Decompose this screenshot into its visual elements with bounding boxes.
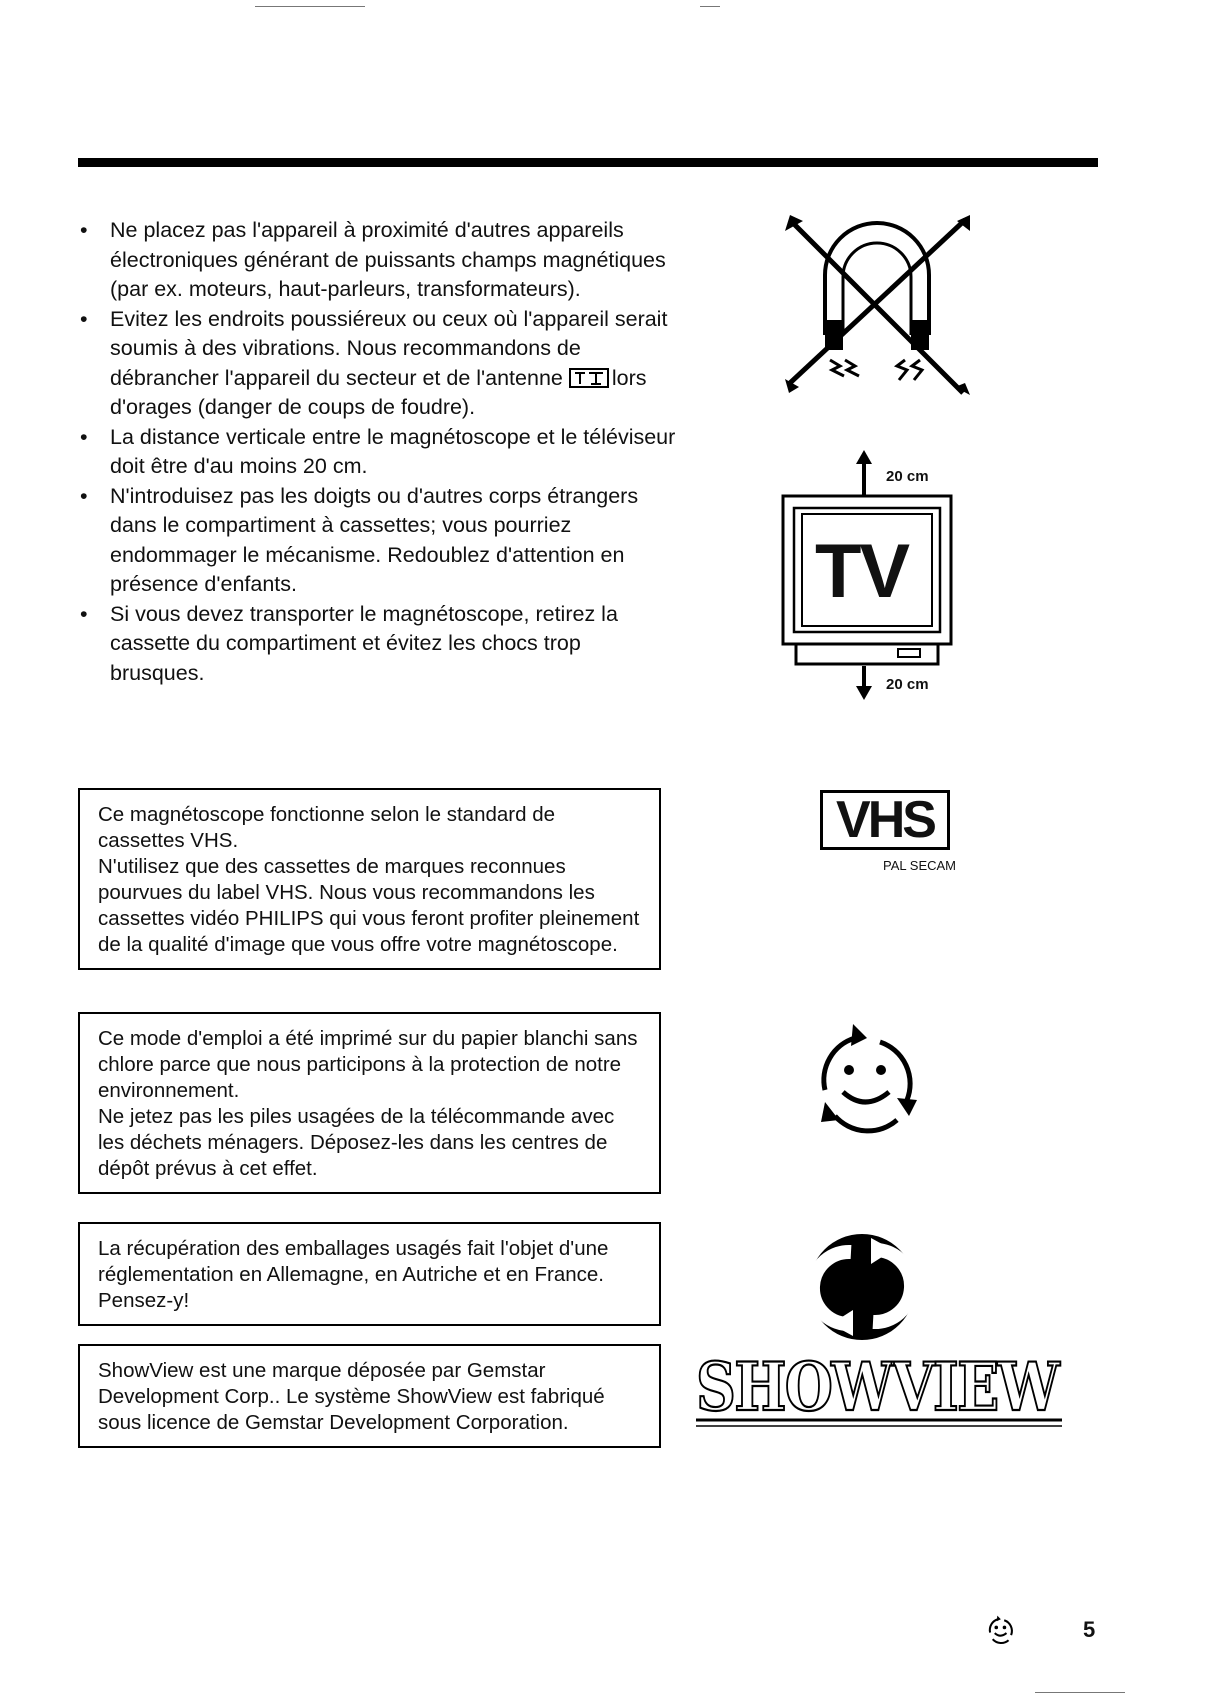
scan-artifact-line (1035, 1692, 1125, 1693)
packaging-info-box (78, 1222, 661, 1326)
box-paragraph: Ne jetez pas les piles usagées de la télécommande avec les déchets ménagers. Déposez-les dans les centres de dépôt prévus à cet effet. (98, 1105, 615, 1180)
box-paragraph: Ce mode d'emploi a été imprimé sur du papier blanchi sans chlore parce que nous participons à la protection de notre environnement. (98, 1027, 638, 1102)
bullet-item: • Evitez les endroits poussiéreux ou ceux où l'appareil serait soumis à des vibrations. Nous recommandons de débrancher l'appareil du secteur et de l'antenne lors d'orages (danger de coups de foudre). (78, 305, 678, 423)
page-number: 5 (1083, 1617, 1096, 1642)
environment-info-box (78, 1012, 661, 1194)
eco-smiley-icon (805, 1020, 930, 1140)
antenna-socket-icon (569, 368, 609, 388)
distance-top-label: 20 cm (886, 468, 929, 485)
bullet-item: • Si vous devez transporter le magnétoscope, retirez la cassette du compartiment et évitez les chocs trop brusques. (78, 600, 678, 689)
showview-logo-text: SHOWVIEW (696, 1348, 1061, 1426)
showview-logo (690, 1340, 1065, 1435)
packaging-recycle-icon (805, 1232, 920, 1342)
scan-artifact-line (255, 6, 365, 7)
showview-info-box (78, 1344, 661, 1448)
vhs-info-box (78, 788, 661, 970)
bullet-item: • N'introduisez pas les doigts ou d'autres corps étrangers dans le compartiment à cassettes; vous pourriez endommager le mécanisme. Redoublez d'attention en présence d'enfants. (78, 482, 678, 600)
vhs-logo: VHS (820, 790, 950, 850)
footer-smiley-icon (985, 1614, 1017, 1646)
top-rule (78, 158, 1098, 167)
bullet-item: • La distance verticale entre le magnétoscope et le téléviseur doit être d'au moins 20 cm. (78, 423, 678, 482)
box-paragraph: ShowView est une marque déposée par Gemstar Development Corp.. Le système ShowView est fabriqué sous licence de Gemstar Development Corporation. (98, 1359, 605, 1434)
distance-bottom-label: 20 cm (886, 676, 929, 693)
bullet-item: • Ne placez pas l'appareil à proximité d'autres appareils électroniques générant de puissants champs magnétiques (par ex. moteurs, haut-parleurs, transformateurs). (78, 216, 678, 305)
no-magnet-icon (785, 215, 970, 395)
box-paragraph: La récupération des emballages usagés fait l'objet d'une réglementation en Allemagne, en Autriche et en France. Pensez-y! (98, 1237, 609, 1312)
tv-label: TV (815, 529, 909, 614)
box-paragraph: N'utilisez que des cassettes de marques reconnues pourvues du label VHS. Nous vous recommandons les cassettes vidéo PHILIPS qui vous feront profiter pleinement de la qualité d'image que vous offre votre magnétoscope. (98, 855, 640, 956)
box-paragraph: Ce magnétoscope fonctionne selon le standard de cassettes VHS. (98, 803, 556, 852)
safety-bullet-list (78, 216, 678, 688)
scan-artifact-line (700, 6, 720, 7)
vhs-pal-secam-label: PAL SECAM (883, 858, 956, 873)
